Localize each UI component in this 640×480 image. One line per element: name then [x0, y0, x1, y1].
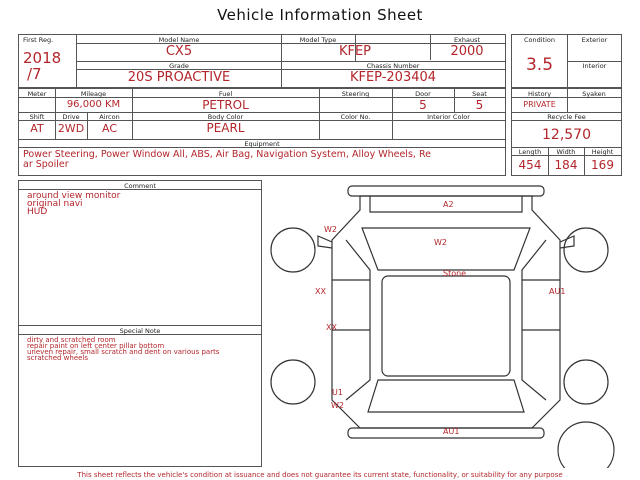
shift-value: AT [30, 122, 44, 135]
model-type-value: KFEP [338, 44, 372, 59]
special-note-box [18, 325, 262, 467]
door-label: Door [415, 90, 431, 98]
condition-value: 3.5 [525, 55, 554, 75]
interior-color-label: Interior Color [427, 113, 470, 121]
mark-w2-windshield: W2 [434, 238, 447, 247]
height-value: 169 [591, 158, 614, 172]
shift-label: Shift [29, 113, 45, 121]
comment-label: Comment [124, 182, 156, 190]
first-reg-label: First Reg. [23, 36, 54, 44]
steering-label: Steering [341, 90, 370, 98]
special-note-line-2: repair paint on left center pillar bottom [27, 342, 165, 350]
interior-label: Interior [582, 62, 607, 70]
length-label: Length [518, 148, 542, 156]
chassis-number-label: Chassis Number [366, 62, 420, 70]
mark-xx-left-center: XX [326, 323, 337, 332]
color-no-label: Color No. [340, 113, 371, 121]
body-color-label: Body Color [207, 113, 244, 121]
front-left-wheel [271, 228, 315, 272]
rear-window [368, 380, 524, 412]
model-block [76, 34, 506, 88]
model-name-value: CX5 [165, 44, 193, 59]
drive-value: 2WD [57, 122, 85, 135]
exhaust-value: 2000 [450, 44, 484, 59]
exterior-label: Exterior [581, 36, 608, 44]
special-note-line-1: dirty and scratched room [27, 336, 116, 344]
mark-xx-left-front: XX [315, 287, 326, 296]
mark-au1-rear: AU1 [443, 427, 460, 436]
left-mirror [318, 236, 332, 248]
comment-line-1: around view monitor [27, 191, 121, 201]
mark-w2-front-left: W2 [324, 225, 337, 234]
body-outline [332, 196, 560, 428]
special-note-line-4: scratched wheels [27, 354, 89, 362]
first-reg-cell [18, 34, 77, 88]
mark-a2: A2 [443, 200, 454, 209]
width-value: 184 [554, 158, 578, 172]
height-label: Height [591, 148, 614, 156]
front-bumper [348, 186, 544, 196]
model-type-label: Model Type [299, 36, 337, 44]
roof [382, 276, 510, 376]
seat-value: 5 [475, 98, 484, 112]
recycle-fee-label: Recycle Fee [547, 113, 586, 121]
first-reg-year: 2018 [23, 49, 62, 67]
windshield [362, 228, 530, 270]
equipment-line-2: ar Spoiler [23, 159, 69, 170]
body-color-value: PEARL [206, 121, 245, 135]
seat-label: Seat [472, 90, 487, 98]
aircon-label: Aircon [99, 113, 120, 121]
mark-w2-rear: W2 [331, 401, 344, 410]
drive-label: Drive [62, 113, 80, 121]
chassis-number-value: KFEP-203404 [349, 70, 437, 85]
equipment-label: Equipment [244, 140, 280, 148]
equipment-line-1: Power Steering, Power Window All, ABS, Air Bag, Navigation System, Alloy Wheels, Re [23, 149, 431, 160]
mark-u1-rear-left: U1 [332, 388, 343, 397]
special-note-line-3: uneven repair, small scratch and dent on various parts [27, 348, 220, 356]
condition-label: Condition [523, 36, 556, 44]
fuel-label: Fuel [218, 90, 233, 98]
recycle-fee-value: 12,570 [542, 127, 591, 143]
mark-au1-right: AU1 [549, 287, 566, 296]
comment-line-3: HUD [27, 207, 48, 217]
width-label: Width [556, 148, 576, 156]
spare-wheel [558, 422, 614, 468]
condition-block [511, 34, 622, 88]
comment-line-2: original navi [27, 199, 83, 209]
first-reg-month: /7 [27, 65, 42, 83]
exhaust-label: Exhaust [453, 36, 481, 44]
front-right-wheel [564, 228, 608, 272]
disclaimer-footer: This sheet reflects the vehicle's condition at issuance and does not guarantee its current state, functionality, or suitability for any purpose [77, 471, 563, 479]
comment-box [18, 180, 262, 326]
length-value: 454 [518, 158, 542, 172]
rear-left-wheel [271, 360, 315, 404]
history-value: PRIVATE [523, 100, 556, 109]
aircon-value: AC [101, 122, 117, 135]
rear-right-wheel [564, 360, 608, 404]
fuel-value: PETROL [202, 98, 249, 112]
spec-block [18, 88, 506, 176]
mileage-value: 96,000 KM [66, 99, 121, 110]
grade-label: Grade [169, 62, 189, 70]
car-damage-diagram [270, 180, 622, 468]
sheet-title: Vehicle Information Sheet [217, 6, 423, 24]
grade-value: 20S PROACTIVE [127, 70, 231, 85]
model-name-label: Model Name [158, 36, 200, 44]
door-value: 5 [419, 98, 427, 112]
syaken-label: Syaken [582, 90, 606, 98]
special-note-label: Special Note [119, 327, 161, 335]
history-label: History [527, 90, 552, 98]
mileage-label: Mileage [80, 90, 107, 98]
meter-label: Meter [27, 90, 47, 98]
history-block [511, 88, 622, 176]
mark-stone: Stone [443, 269, 467, 278]
